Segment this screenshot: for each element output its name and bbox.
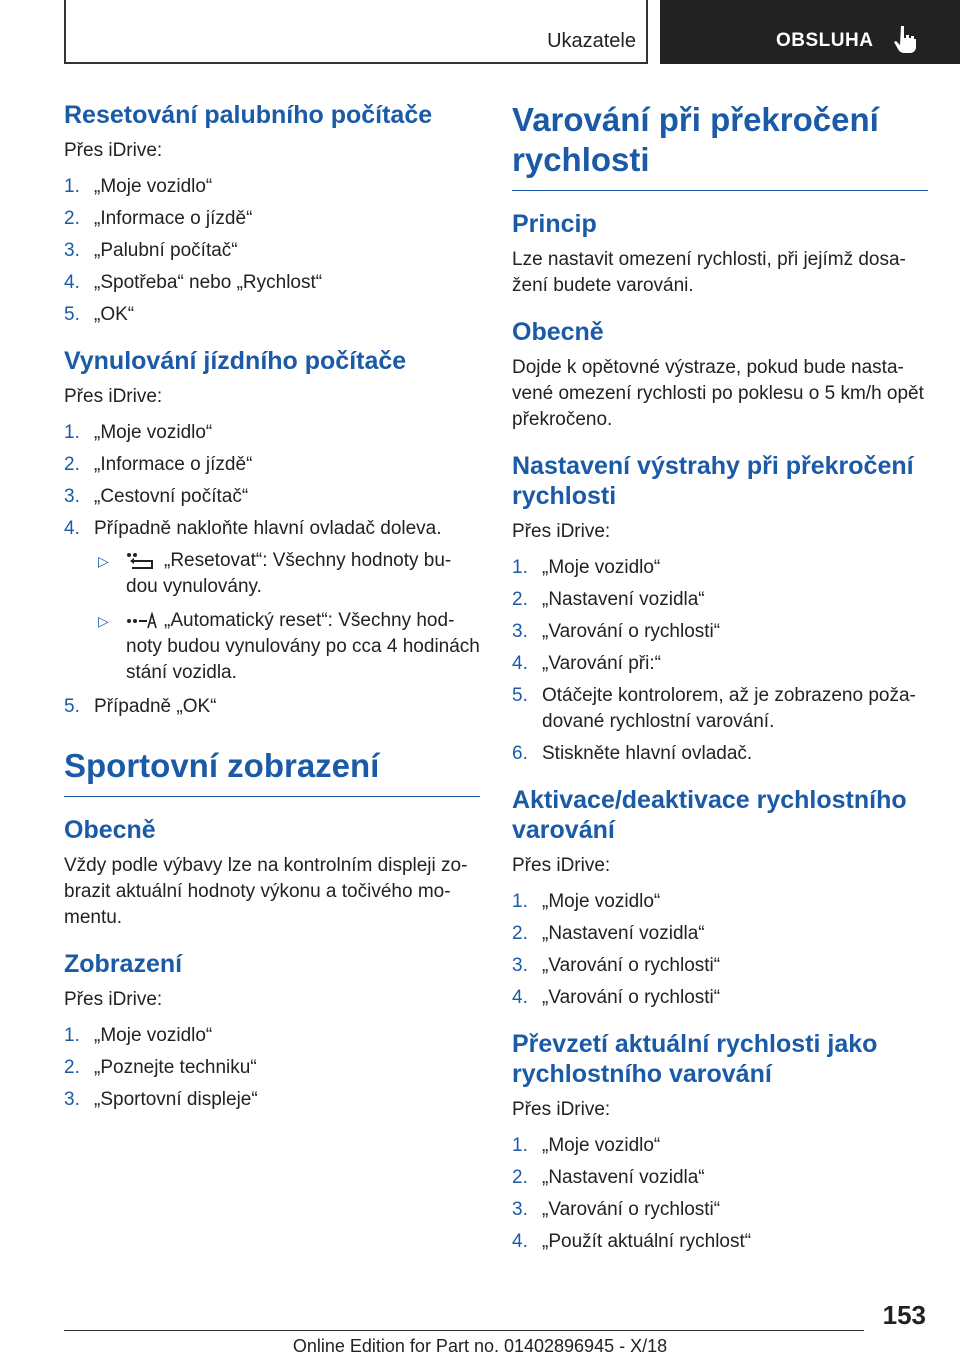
section-title: Zobrazení	[64, 950, 183, 978]
chapter-title: Sportovní zobrazení	[64, 746, 480, 797]
lead-text: Přes iDrive:	[512, 855, 611, 876]
list-item: 2. „Nastavení vozidla“	[512, 589, 705, 610]
section-title: Aktivace/deaktivace rychlostního varování	[512, 786, 907, 844]
body-text: Lze nastavit omezení rychlosti, při jejímž dosa-žení budete varováni.	[512, 249, 906, 296]
steps-list	[512, 889, 928, 1011]
chapter-title: Varování při překročení rychlosti	[512, 100, 928, 191]
reset-icon	[126, 552, 158, 570]
page-number: 153	[882, 1300, 926, 1330]
list-item: 2. „Nastavení vozidla“	[512, 923, 705, 944]
list-item: 2. „Nastavení vozidla“	[512, 1167, 705, 1188]
list-item: 6. Stiskněte hlavní ovladač.	[512, 743, 753, 764]
lead-text: Přes iDrive:	[64, 989, 163, 1010]
list-item: 5. „OK“	[64, 304, 135, 325]
section-title: Resetování palubního počítače	[64, 101, 433, 129]
list-item: 1. „Moje vozidlo“	[512, 557, 661, 578]
list-item: 4. Případně nakloňte hlavní ovladač doleva. ▷ „Resetovat“: Všechny hodnoty bu-dou vynulovány. ▷ „Automatický reset“: Všechny hod-noty budou vynulovány po cca 4 hodinách stání vozidla.	[64, 516, 480, 686]
steps-list	[64, 1023, 480, 1113]
auto-reset-icon	[126, 612, 158, 630]
lead-text: Přes iDrive:	[512, 1099, 611, 1120]
list-item: 1. „Moje vozidlo“	[64, 1025, 213, 1046]
list-item: 5. Otáčejte kontrolorem, až je zobrazeno poža-dované rychlostní varování.	[512, 685, 916, 732]
body-text: Dojde k opětovné výstraze, pokud bude nasta-vené omezení rychlosti po poklesu o 5 km/h opět překročeno.	[512, 357, 924, 430]
lead-text: Přes iDrive:	[64, 140, 163, 161]
section-title: Nastavení výstrahy při překročení rychlosti	[512, 452, 914, 510]
list-item: 3. „Palubní počítač“	[64, 240, 238, 261]
list-item: 2. „Poznejte techniku“	[64, 1057, 257, 1078]
footer-edition: Online Edition for Part no. 01402896945 - X/18	[292, 1336, 668, 1356]
list-item: 4. „Spotřeba“ nebo „Rychlost“	[64, 272, 323, 293]
list-item: 4. „Varování o rychlosti“	[512, 987, 721, 1008]
header-tab	[660, 0, 960, 64]
list-item: 3. „Sportovní displeje“	[64, 1089, 258, 1110]
section-title: Vynulování jízdního počítače	[64, 347, 407, 375]
lead-text: Přes iDrive:	[512, 521, 611, 542]
list-item: 3. „Varování o rychlosti“	[512, 1199, 721, 1220]
list-item: 1. „Moje vozidlo“	[512, 891, 661, 912]
sub-item: ▷ „Automatický reset“: Všechny hod-noty budou vynulovány po cca 4 hodinách stání vozidla.	[98, 610, 480, 683]
section-title: Obecně	[64, 816, 156, 844]
list-item: 4. „Varování při:“	[512, 653, 661, 674]
section-title: Princip	[512, 210, 597, 238]
list-item: 3. „Varování o rychlosti“	[512, 955, 721, 976]
lead-text: Přes iDrive:	[64, 386, 163, 407]
list-item: 1. „Moje vozidlo“	[64, 422, 213, 443]
page-header	[0, 0, 960, 66]
steps-list	[512, 1133, 928, 1255]
list-item: 2. „Informace o jízdě“	[64, 208, 253, 229]
list-item: 2. „Informace o jízdě“	[64, 454, 253, 475]
section-title: Obecně	[512, 318, 604, 346]
list-item: 5. Případně „OK“	[64, 696, 217, 717]
sub-list	[94, 548, 480, 686]
steps-list	[64, 420, 480, 720]
header-tab-label: OBSLUHA	[776, 30, 874, 51]
list-item: 4. „Použít aktuální rychlost“	[512, 1231, 752, 1252]
left-column	[64, 100, 480, 1131]
sub-item: ▷ „Resetovat“: Všechny hodnoty bu-dou vynulovány.	[98, 550, 452, 597]
section-title: Převzetí aktuální rychlosti jako rychlostního varování	[512, 1030, 878, 1088]
steps-list	[512, 555, 928, 767]
header-section: Ukazatele	[547, 30, 636, 52]
footer-divider	[64, 1330, 864, 1331]
list-item: 3. „Varování o rychlosti“	[512, 621, 721, 642]
steps-list	[64, 174, 480, 328]
list-item: 1. „Moje vozidlo“	[512, 1135, 661, 1156]
right-column	[512, 100, 928, 1273]
hand-pointer-icon	[892, 24, 920, 54]
list-item: 3. „Cestovní počítač“	[64, 486, 249, 507]
body-text: Vždy podle výbavy lze na kontrolním displeji zo-brazit aktuální hodnoty výkonu a točivého mo-mentu.	[64, 855, 468, 928]
list-item: 1. „Moje vozidlo“	[64, 176, 213, 197]
